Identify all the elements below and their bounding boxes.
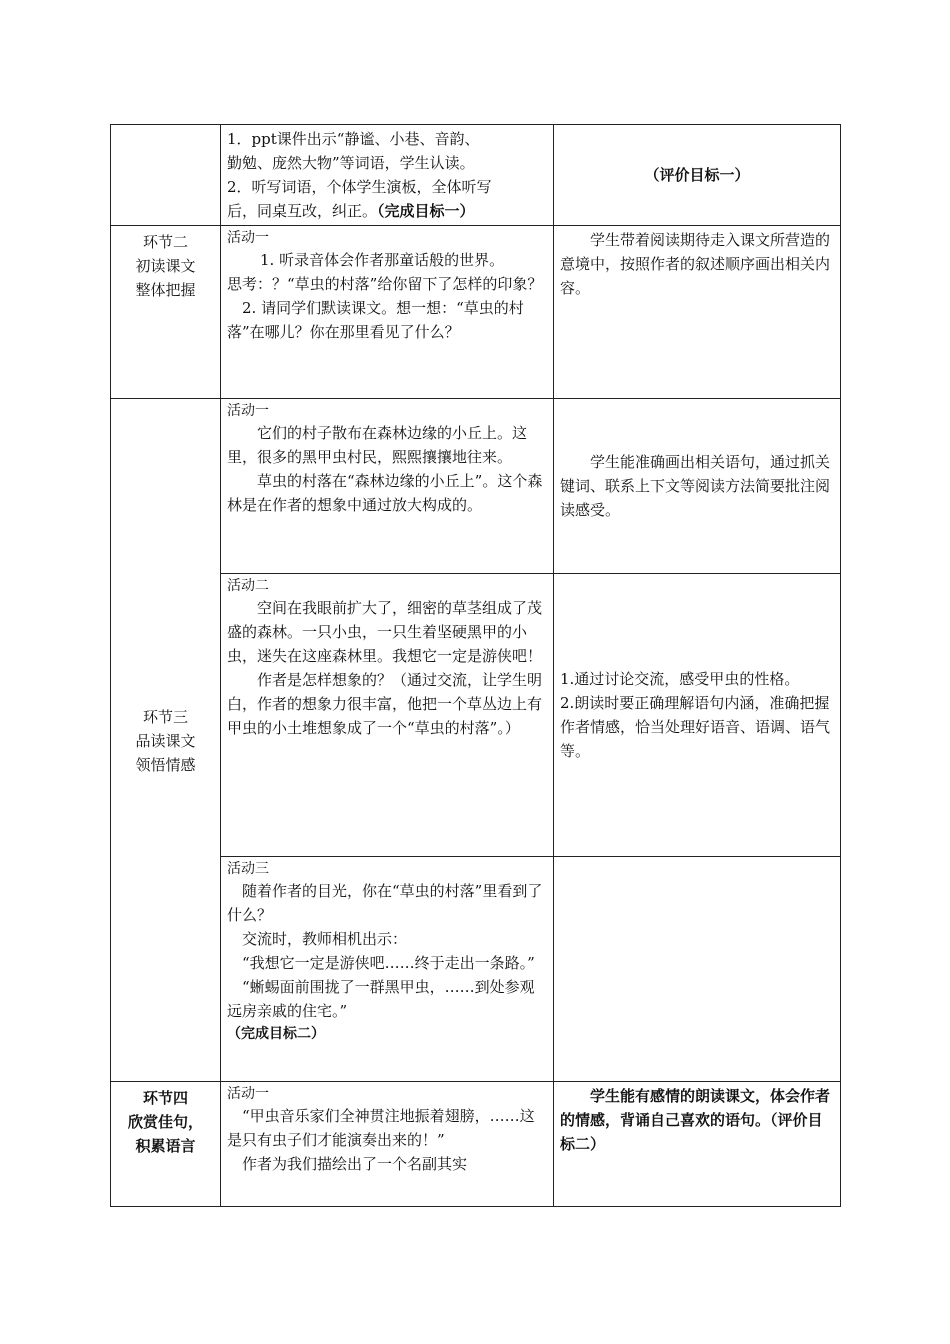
- activity-label: 活动二: [227, 578, 269, 594]
- evaluation-text: 1.通过讨论交流，感受甲虫的性格。: [560, 670, 800, 688]
- activity-label: 活动三: [227, 861, 269, 877]
- goal-label: （完成目标一）: [377, 202, 475, 220]
- evaluation-text: 学生能准确画出相关语句，通过抓关键词、联系上下文等阅读方法简要批注阅读感受。: [560, 453, 831, 519]
- lesson-plan-table: [110, 124, 841, 1207]
- evaluation-goal: （评价目标一）: [644, 166, 750, 184]
- stage-cell: [111, 125, 221, 226]
- paragraph: 交流时，教师相机出示：: [242, 930, 408, 948]
- stage-title: 品读课文: [135, 732, 196, 750]
- activity-cell: [221, 574, 554, 857]
- stage-title: 整体把握: [135, 281, 196, 299]
- table-row: [111, 574, 841, 857]
- stage-cell: [111, 1082, 221, 1207]
- activity-label: 活动一: [227, 230, 269, 246]
- text-line: 勤勉、庞然大物”等词语，学生认读。: [227, 154, 475, 172]
- table-row: [111, 399, 841, 574]
- stage-title: 领悟情感: [135, 756, 196, 774]
- paragraph: 空间在我眼前扩大了，细密的草茎组成了茂盛的森林。一只小虫，一只生着坚硬黑甲的小虫，迷失在这座森林里。我想它一定是游侠吧！: [227, 599, 543, 665]
- paragraph: 2. 请同学们默读课文。想一想：“草虫的村落”在哪儿？你在那里看见了什么？: [227, 299, 524, 341]
- stage-cell: [111, 399, 221, 1082]
- evaluation-cell: [554, 1082, 841, 1207]
- stage-title: 积累语言: [135, 1137, 196, 1155]
- activity-cell: [221, 226, 554, 399]
- paragraph: 作者是怎样想象的？（通过交流，让学生明白，作者的想象力很丰富，他把一个草丛边上有甲虫的小土堆想象成了一个“草虫的村落”。）: [227, 671, 543, 737]
- activity-label: 活动一: [227, 1086, 269, 1102]
- paragraph: 思考：？“草虫的村落”给你留下了怎样的印象？: [227, 275, 543, 293]
- activity-cell: [221, 857, 554, 1082]
- evaluation-cell: [554, 574, 841, 857]
- table-row: [111, 857, 841, 1082]
- activity-cell: [221, 1082, 554, 1207]
- activity-label: 活动一: [227, 403, 269, 419]
- goal-label: （完成目标二）: [227, 1026, 325, 1042]
- text-line: 2．听写词语，个体学生演板，全体听写: [227, 178, 492, 196]
- stage-title: 环节四: [142, 1089, 188, 1107]
- paragraph: “我想它一定是游侠吧……终于走出一条路。”: [242, 954, 535, 972]
- paragraph: “甲虫音乐家们全神贯注地振着翅膀，……这是只有虫子们才能演奏出来的！”: [227, 1107, 535, 1149]
- stage-title: 环节二: [142, 233, 188, 251]
- evaluation-cell: [554, 125, 841, 226]
- evaluation-text: 2.朗读时要正确理解语句内涵，准确把握作者情感，恰当处理好语音、语调、语气等。: [560, 694, 831, 760]
- evaluation-text: 学生能有感情的朗读课文，体会作者的情感，背诵自己喜欢的语句。（评价目标二）: [560, 1087, 831, 1153]
- stage-title: 欣赏佳句，: [127, 1113, 203, 1131]
- paragraph: 随着作者的目光，你在“草虫的村落”里看到了什么？: [227, 882, 543, 924]
- paragraph: 它们的村子散布在森林边缘的小丘上。这里，很多的黑甲虫村民，熙熙攘攘地往来。: [227, 424, 528, 466]
- table-row: [111, 125, 841, 226]
- table-row: [111, 1082, 841, 1207]
- paragraph: 1. 听录音体会作者那童话般的世界。: [260, 251, 505, 269]
- stage-cell: [111, 226, 221, 399]
- text-line: 1．ppt课件出示“静谧、小巷、音韵、: [227, 130, 480, 148]
- evaluation-cell: [554, 226, 841, 399]
- activity-cell: [221, 399, 554, 574]
- evaluation-text: 学生带着阅读期待走入课文所营造的意境中，按照作者的叙述顺序画出相关内容。: [560, 231, 831, 297]
- stage-title: 环节三: [142, 708, 188, 726]
- paragraph: “蜥蜴面前围拢了一群黑甲虫，……到处参观远房亲戚的住宅。”: [227, 978, 535, 1020]
- text-segment: 后，同桌互改，纠正。: [227, 202, 378, 220]
- paragraph: 作者为我们描绘出了一个名副其实: [242, 1155, 468, 1173]
- evaluation-cell: [554, 399, 841, 574]
- evaluation-cell: [554, 857, 841, 1082]
- text-line: [227, 199, 547, 223]
- stage-title: 初读课文: [135, 257, 196, 275]
- paragraph: 草虫的村落在“森林边缘的小丘上”。这个森林是在作者的想象中通过放大构成的。: [227, 472, 543, 514]
- table-row: [111, 226, 841, 399]
- activity-cell: [221, 125, 554, 226]
